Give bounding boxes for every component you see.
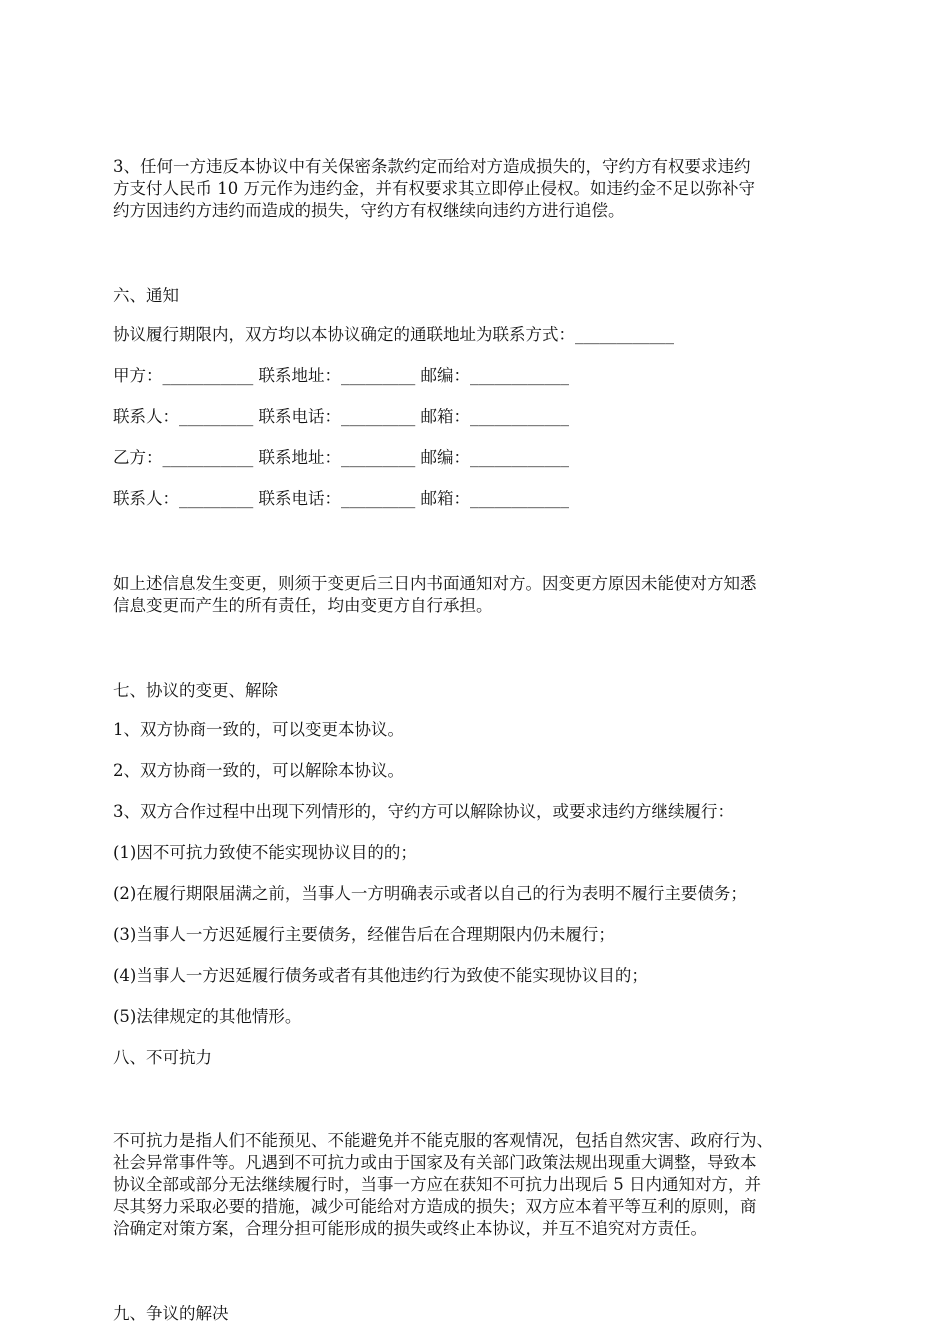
party-b-row: 乙方：___________ 联系地址：_________ 邮编：____________ <box>113 448 569 467</box>
case-item: (5)法律规定的其他情形。 <box>113 1007 302 1026</box>
party-a-row: 甲方：___________ 联系地址：_________ 邮编：____________ <box>113 366 569 385</box>
force-majeure-line: 协议全部或部分无法继续履行时，当事一方应在获知不可抗力出现后 5 日内通知对方，并 <box>113 1175 761 1194</box>
clause-5-3-line: 方支付人民币 10 万元作为违约金，并有权要求其立即停止侵权。如违约金不足以弥补守 <box>113 179 755 198</box>
case-item: (1)因不可抗力致使不能实现协议目的的； <box>113 843 417 862</box>
notice-change-line: 信息变更而产生的所有责任，均由变更方自行承担。 <box>113 596 493 615</box>
notice-intro: 协议履行期限内，双方均以本协议确定的通联地址为联系方式：____________ <box>113 325 674 344</box>
party-b-contact-row: 联系人：_________ 联系电话：_________ 邮箱：____________ <box>113 489 569 508</box>
clause-5-3 <box>113 112 843 266</box>
case-item: (4)当事人一方迟延履行债务或者有其他违约行为致使不能实现协议目的； <box>113 966 648 985</box>
section-7-heading: 七、协议的变更、解除 <box>113 681 278 700</box>
section-8-heading: 八、不可抗力 <box>113 1048 212 1067</box>
clause-5-3-line: 3、任何一方违反本协议中有关保密条款约定而给对方造成损失的，守约方有权要求违约 <box>113 157 751 176</box>
case-item: (2)在履行期限届满之前，当事人一方明确表示或者以自己的行为表明不履行主要债务； <box>113 884 747 903</box>
document-page <box>113 112 843 1342</box>
force-majeure-line: 尽其努力采取必要的措施，减少可能给对方造成的损失；双方应本着平等互利的原则，商 <box>113 1197 757 1216</box>
clause-7-2: 2、双方协商一致的，可以解除本协议。 <box>113 761 404 780</box>
clause-7-1: 1、双方协商一致的，可以变更本协议。 <box>113 720 404 739</box>
section-9-heading: 九、争议的解决 <box>113 1304 229 1323</box>
section-6-heading: 六、通知 <box>113 286 179 305</box>
clause-5-3-line: 约方因违约方违约而造成的损失，守约方有权继续向违约方进行追偿。 <box>113 201 625 220</box>
force-majeure-line: 不可抗力是指人们不能预见、不能避免并不能克服的客观情况，包括自然灾害、政府行为、 <box>113 1131 773 1150</box>
force-majeure-line: 社会异常事件等。凡遇到不可抗力或由于国家及有关部门政策法规出现重大调整，导致本 <box>113 1153 757 1172</box>
force-majeure-paragraph <box>113 1086 843 1284</box>
notice-change <box>113 529 843 661</box>
force-majeure-line: 洽确定对策方案，合理分担可能形成的损失或终止本协议，并互不追究对方责任。 <box>113 1219 707 1238</box>
clause-7-3: 3、双方合作过程中出现下列情形的，守约方可以解除协议，或要求违约方继续履行： <box>113 802 734 821</box>
case-item: (3)当事人一方迟延履行主要债务，经催告后在合理期限内仍未履行； <box>113 925 615 944</box>
notice-change-line: 如上述信息发生变更，则须于变更后三日内书面通知对方。因变更方原因未能使对方知悉 <box>113 574 757 593</box>
party-a-contact-row: 联系人：_________ 联系电话：_________ 邮箱：____________ <box>113 407 569 426</box>
